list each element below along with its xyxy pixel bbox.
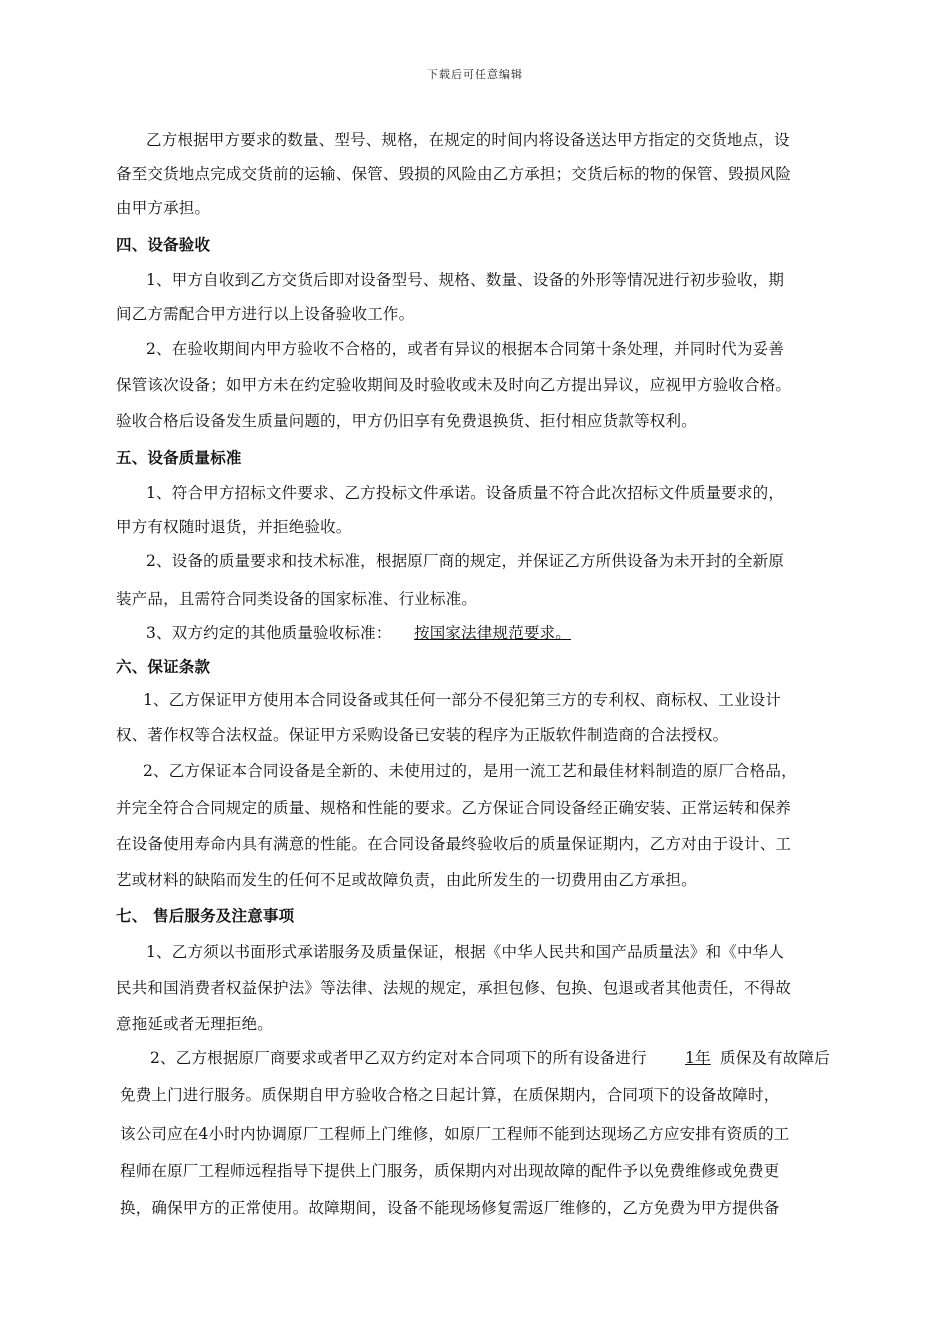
paragraph-line: 质保及有故障后 (720, 1049, 830, 1067)
paragraph-line: 间乙方需配合甲方进行以上设备验收工作。 (116, 305, 415, 323)
paragraph-line: 甲方有权随时退货，并拒绝验收。 (116, 518, 352, 536)
underlined-value: 1年 (685, 1049, 711, 1067)
paragraph-line: 2、设备的质量要求和技术标准，根据原厂商的规定，并保证乙方所供设备为未开封的全新原 (146, 552, 785, 570)
paragraph-line: 民共和国消费者权益保护法》等法律、法规的规定，承担包修、包换、包退或者其他责任，不得故 (116, 979, 792, 997)
paragraph-line: 在设备使用寿命内具有满意的性能。在合同设备最终验收后的质量保证期内，乙方对由于设计、工 (116, 835, 792, 853)
paragraph-line: 该公司应在4小时内协调原厂工程师上门维修，如原厂工程师不能到达现场乙方应安排有资质的工 (120, 1125, 790, 1143)
paragraph-line: 免费上门进行服务。质保期自甲方验收合格之日起计算，在质保期内，合同项下的设备故障时， (120, 1086, 780, 1104)
paragraph-line: 1、符合甲方招标文件要求、乙方投标文件承诺。设备质量不符合此次招标文件质量要求的， (146, 484, 785, 502)
section-heading: 五、设备质量标准 (116, 448, 242, 467)
paragraph-line: 1、甲方自收到乙方交货后即对设备型号、规格、数量、设备的外形等情况进行初步验收，期 (146, 271, 785, 289)
paragraph-line: 装产品，且需符合同类设备的国家标准、行业标准。 (116, 590, 478, 608)
paragraph-line: 程师在原厂工程师远程指导下提供上门服务，质保期内对出现故障的配件予以免费维修或免费更 (120, 1162, 780, 1180)
paragraph-line: 2、在验收期间内甲方验收不合格的，或者有异议的根据本合同第十条处理，并同时代为妥善 (146, 340, 785, 358)
paragraph-line: 2、乙方根据原厂商要求或者甲乙双方约定对本合同项下的所有设备进行 (150, 1049, 647, 1067)
section-heading: 七、 售后服务及注意事项 (116, 906, 295, 925)
paragraph-line: 备至交货地点完成交货前的运输、保管、毁损的风险由乙方承担；交货后标的物的保管、毁损风险 (116, 165, 792, 183)
paragraph-line: 1、乙方须以书面形式承诺服务及质量保证，根据《中华人民共和国产品质量法》和《中华人 (146, 943, 785, 961)
paragraph-line: 3、双方约定的其他质量验收标准： (146, 624, 392, 642)
paragraph-line: 换，确保甲方的正常使用。故障期间，设备不能现场修复需返厂维修的，乙方免费为甲方提供备 (120, 1199, 780, 1217)
section-heading: 六、保证条款 (116, 657, 211, 676)
paragraph-line: 验收合格后设备发生质量问题的，甲方仍旧享有免费退换货、拒付相应货款等权利。 (116, 412, 697, 430)
paragraph-line: 保管该次设备；如甲方未在约定验收期间及时验收或未及时向乙方提出异议，应视甲方验收合格。 (116, 376, 792, 394)
paragraph-line: 乙方根据甲方要求的数量、型号、规格，在规定的时间内将设备送达甲方指定的交货地点，设 (146, 131, 790, 149)
paragraph-line: 权、著作权等合法权益。保证甲方采购设备已安装的程序为正版软件制造商的合法授权。 (116, 726, 729, 744)
paragraph-line: 1、乙方保证甲方使用本合同设备或其任何一部分不侵犯第三方的专利权、商标权、工业设计 (143, 691, 782, 709)
paragraph-line: 意拖延或者无理拒绝。 (116, 1015, 274, 1033)
page-header: 下载后可任意编辑 (427, 68, 523, 81)
paragraph-line: 并完全符合合同规定的质量、规格和性能的要求。乙方保证合同设备经正确安装、正常运转和保养 (116, 799, 792, 817)
paragraph-line: 艺或材料的缺陷而发生的任何不足或故障负责，由此所发生的一切费用由乙方承担。 (116, 871, 697, 889)
underlined-value: 按国家法律规范要求。 (414, 624, 572, 642)
paragraph-line: 由甲方承担。 (116, 199, 211, 217)
section-heading: 四、设备验收 (116, 235, 211, 254)
paragraph-line: 2、乙方保证本合同设备是全新的、未使用过的，是用一流工艺和最佳材料制造的原厂合格品， (143, 762, 797, 780)
